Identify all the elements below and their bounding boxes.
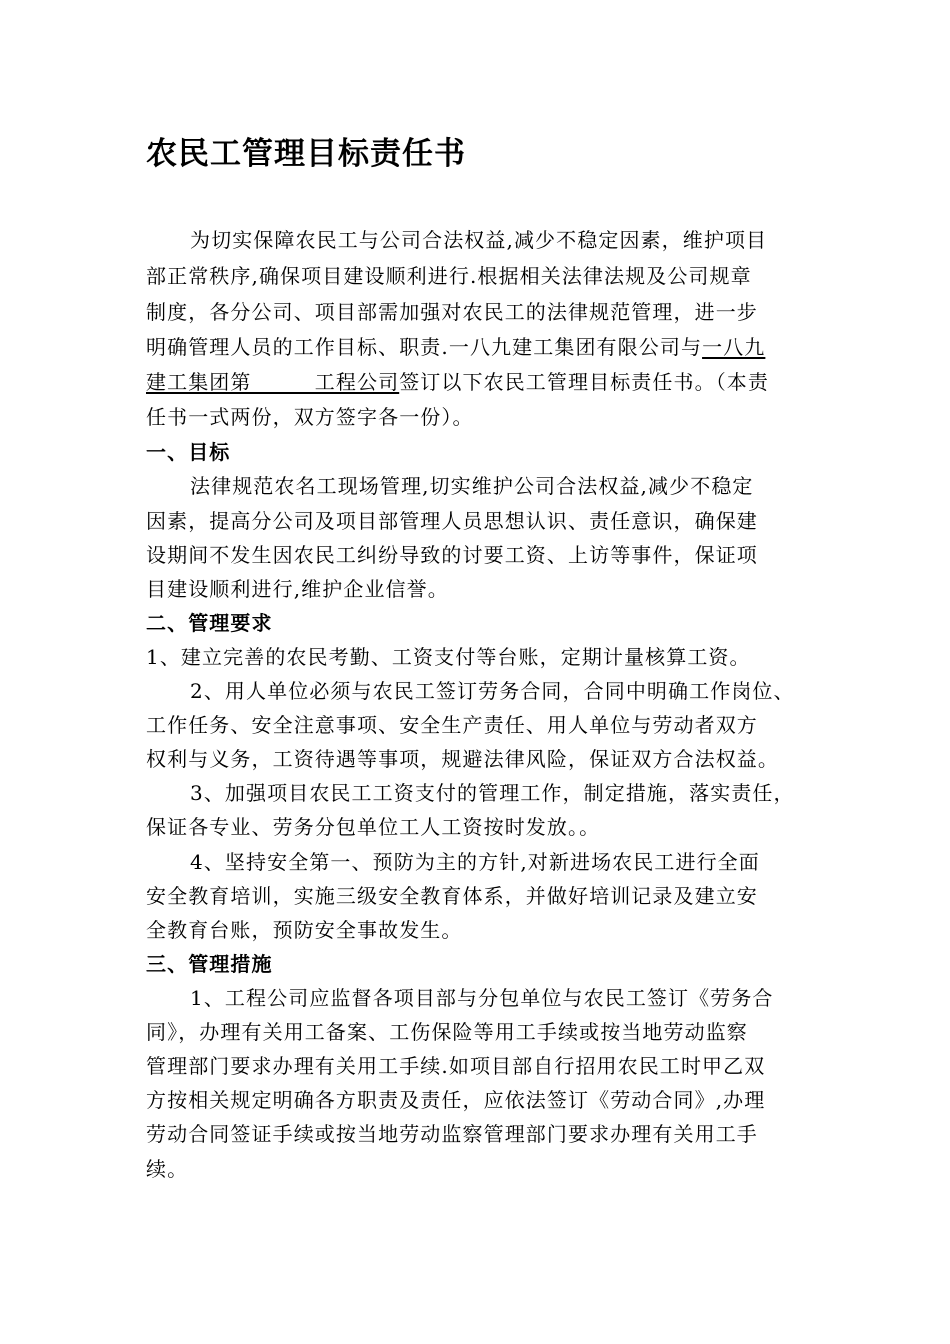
paragraph-line: 同》，办理有关用工备案、工伤保险等用工手续或按当地劳动监察 (146, 1020, 748, 1044)
paragraph-line: 法律规范农名工现场管理,切实维护公司合法权益,减少不稳定 (190, 474, 754, 498)
list-item-line: 3、加强项目农民工工资支付的管理工作，制定措施，落实责任， (190, 781, 795, 805)
section-heading-measures: 三、管理措施 (146, 952, 273, 976)
paragraph-line: 部正常秩序,确保项目建设顺利进行.根据相关法律法规及公司规章 (146, 264, 752, 288)
paragraph-line: 管理部门要求办理有关用工手续.如项目部自行招用农民工时甲乙双 (146, 1054, 766, 1078)
list-item-line: 4、坚持安全第一、预防为主的方针,对新进场农民工进行全面 (190, 850, 760, 874)
paragraph-line: 权利与义务，工资待遇等事项，规避法律风险，保证双方合法权益。 (146, 747, 779, 771)
list-item-line: 1、建立完善的农民考勤、工资支付等台账，定期计量核算工资。 (146, 645, 751, 669)
section-heading-requirements: 二、管理要求 (146, 611, 273, 635)
paragraph-text: 明确管理人员的工作目标、职责.一八九建工集团有限公司与 (146, 335, 703, 359)
paragraph-line: 工作任务、安全注意事项、安全生产责任、用人单位与劳动者双方 (146, 713, 758, 737)
paragraph-line: 全教育台账，预防安全事故发生。 (146, 918, 463, 942)
section-heading-goal: 一、目标 (146, 440, 231, 464)
paragraph-line: 设期间不发生因农民工纠纷导致的讨要工资、上访等事件，保证项 (146, 543, 758, 567)
paragraph-line: 目建设顺利进行,维护企业信誉。 (146, 577, 449, 601)
document-title: 农民工管理目标责任书 (146, 136, 466, 172)
paragraph-text: 签订以下农民工管理目标责任书。（本责 (399, 370, 770, 394)
underlined-company-name: 一八九 (702, 335, 766, 359)
paragraph-line: 任书一式两份，双方签字各一份）。 (146, 405, 474, 429)
paragraph-line (146, 365, 769, 399)
paragraph-line: 续。 (146, 1157, 189, 1181)
paragraph-line: 方按相关规定明确各方职责及责任，应依法签订《劳动合同》,办理 (146, 1088, 766, 1112)
paragraph-line: 劳动合同签证手续或按当地劳动监察管理部门要求办理有关用工手 (146, 1122, 758, 1146)
paragraph-line (146, 330, 765, 364)
paragraph-line: 因素，提高分公司及项目部管理人员思想认识、责任意识，确保建 (146, 509, 758, 533)
paragraph-line: 制度，各分公司、项目部需加强对农民工的法律规范管理，进一步 (146, 300, 758, 324)
paragraph-line: 安全教育培训，实施三级安全教育体系，并做好培训记录及建立安 (146, 884, 758, 908)
paragraph-line: 保证各专业、劳务分包单位工人工资按时发放。。 (146, 815, 601, 839)
list-item-line: 1、工程公司应监督各项目部与分包单位与农民工签订《劳务合 (190, 986, 774, 1010)
paragraph-line: 为切实保障农民工与公司合法权益,减少不稳定因素，维护项目 (190, 228, 768, 252)
underlined-company-name: 建工集团第 工程公司 (146, 370, 400, 394)
list-item-line: 2、用人单位必须与农民工签订劳务合同，合同中明确工作岗位、 (190, 679, 795, 703)
